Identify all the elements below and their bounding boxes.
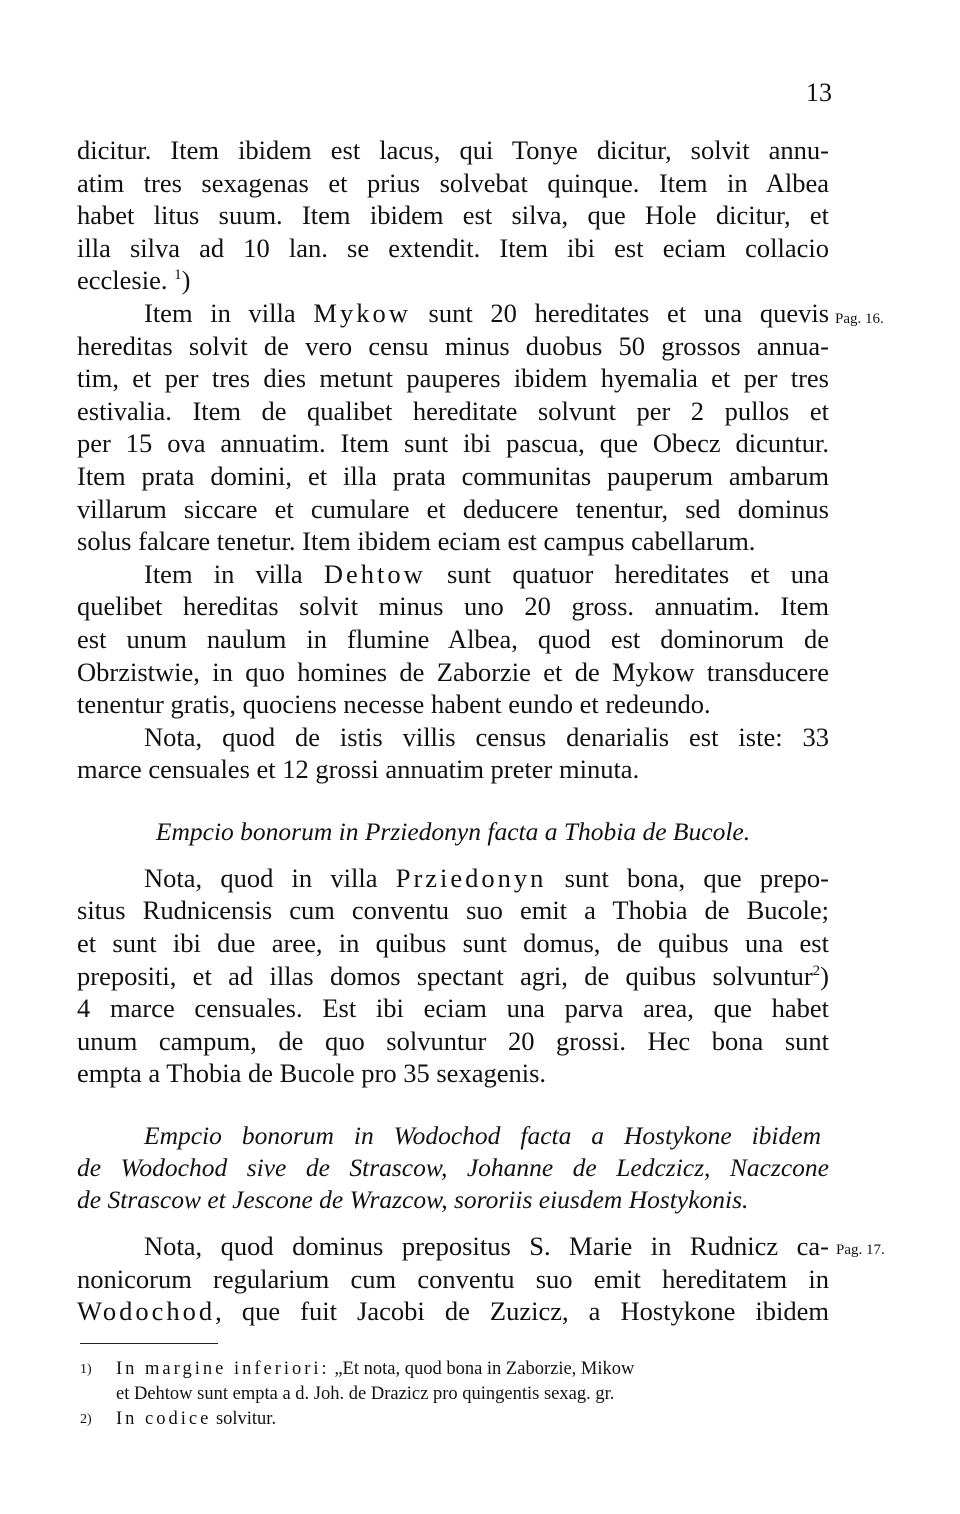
footnote-mark: 1) xyxy=(80,1362,92,1377)
paragraph-5 xyxy=(77,862,829,1090)
text-span: , que fuit Jacobi de Zuzicz, a Hostykone ibidem xyxy=(215,1296,829,1327)
text-span: ) xyxy=(820,960,829,991)
heading-line: Empcio bonorum in Wodochod facta a Hostykone ibidem xyxy=(144,1121,821,1151)
text-line: atim tres sexagenas et prius solvebat quinque. Item in Albea xyxy=(77,167,829,198)
footnote-ref-2: 2 xyxy=(812,962,821,979)
heading-line: de Strascow et Jescone de Wrazcow, sororiis eiusdem Hostykonis. xyxy=(77,1185,749,1215)
text-line: situs Rudnicensis cum conventu suo emit a Thobia de Bucole; xyxy=(77,895,829,926)
margin-note-pag17: Pag. 17. xyxy=(836,1242,885,1258)
footnotes xyxy=(80,1357,830,1432)
text-line: habet litus suum. Item ibidem est silva, que Hole dicitur, et xyxy=(77,200,829,231)
paragraph-2 xyxy=(77,297,829,558)
text-line xyxy=(77,297,829,330)
text-line: unum campum, de quo solvuntur 20 grossi. Hec bona sunt xyxy=(77,1025,829,1056)
footnote-spaced-text: In margine inferiori: xyxy=(116,1359,330,1379)
text-line: 4 marce censuales. Est ibi eciam una parva area, que habet xyxy=(77,993,829,1024)
text-line: dicitur. Item ibidem est lacus, qui Tonye dicitur, solvit annu- xyxy=(77,135,829,165)
text-line: estivalia. Item de qualibet hereditate solvunt per 2 pullos et xyxy=(77,395,829,426)
text-span: ) xyxy=(181,265,191,296)
text-span: Item in villa xyxy=(144,558,303,589)
text-line: villarum siccare et cumulare et deducere tenentur, sed dominus xyxy=(77,493,829,524)
footnote-text: solvitur. xyxy=(215,1409,277,1429)
text-span: ecclesie. xyxy=(77,265,168,296)
footnote-spaced-text: In codice xyxy=(116,1409,212,1429)
text-line: Item prata domini, et illa prata communitas pauperum ambarum xyxy=(77,460,829,491)
text-line xyxy=(77,960,829,993)
text-line: Nota, quod de istis villis census denarialis est iste: 33 xyxy=(144,721,829,752)
text-line: illa silva ad 10 lan. se extendit. Item ibi est eciam collacio xyxy=(77,232,829,263)
footnote-1-continued: et Dehtow sunt empta a d. Joh. de Drazicz pro quingentis sexag. gr. xyxy=(116,1384,615,1404)
section-heading-prziedonyn: Empcio bonorum in Prziedonyn facta a Thobia de Bucole. xyxy=(155,816,751,846)
text-span: Nota, quod in villa xyxy=(144,862,378,893)
text-span: prepositi, et ad illas domos spectant agri, de quibus solvuntur xyxy=(77,960,813,991)
text-line: empta a Thobia de Bucole pro 35 sexagenis. xyxy=(77,1058,547,1089)
paragraph-3 xyxy=(77,558,829,721)
footnote-text: „Et nota, quod bona in Zaborzie, Mikow xyxy=(334,1359,635,1379)
text-span: sunt 20 hereditates et una quevis xyxy=(428,297,830,328)
footnote-2 xyxy=(80,1407,830,1432)
paragraph-4 xyxy=(77,721,829,786)
paragraph-1 xyxy=(77,134,829,297)
text-line: tim, et per tres dies metunt pauperes ibidem hyemalia et per tres xyxy=(77,363,829,394)
text-line: solus falcare tenetur. Item ibidem eciam est campus cabellarum. xyxy=(77,526,756,557)
text-line xyxy=(77,264,829,297)
section-heading-wodochod xyxy=(77,1120,829,1216)
text-line: marce censuales et 12 grossi annuatim preter minuta. xyxy=(77,754,640,785)
body-text xyxy=(77,134,829,1328)
page-number: 13 xyxy=(806,78,832,107)
text-line xyxy=(77,862,829,895)
place-name-mykow: Mykow xyxy=(313,297,411,328)
footnote-ref-1: 1 xyxy=(174,267,182,284)
text-line: et sunt ibi due aree, in quibus sunt domus, de quibus una est xyxy=(77,928,829,959)
paragraph-6 xyxy=(77,1230,829,1328)
footnote-divider xyxy=(80,1343,218,1344)
text-span: sunt bona, que prepo- xyxy=(564,862,829,893)
text-line: tenentur gratis, quociens necesse habent eundo et redeundo. xyxy=(77,689,711,720)
place-name-dehtow: Dehtow xyxy=(323,558,426,589)
text-line: quelibet hereditas solvit minus uno 20 gross. annuatim. Item xyxy=(77,591,829,622)
place-name-wodochod: Wodochod xyxy=(77,1296,216,1327)
text-line: est unum naulum in flumine Albea, quod est dominorum de xyxy=(77,623,829,654)
text-line: hereditas solvit de vero censu minus duobus 50 grossos annua- xyxy=(77,330,829,361)
text-span: Item in villa xyxy=(144,297,296,328)
footnote-mark: 2) xyxy=(80,1412,92,1427)
margin-note-pag16: Pag. 16. xyxy=(835,311,884,327)
heading-line: de Wodochod sive de Strascow, Johanne de Ledczicz, Naczcone xyxy=(77,1153,829,1183)
text-span: sunt quatuor hereditates et una xyxy=(446,558,830,589)
text-line: per 15 ova annuatim. Item sunt ibi pascua, que Obecz dicuntur. xyxy=(77,428,829,459)
text-line xyxy=(77,558,829,591)
text-line: Nota, quod dominus prepositus S. Marie in Rudnicz ca- xyxy=(144,1231,829,1262)
place-name-prziedonyn: Prziedonyn xyxy=(395,862,547,893)
footnote-1 xyxy=(80,1357,830,1382)
text-line xyxy=(77,1295,829,1328)
text-line: nonicorum regularium cum conventu suo emit hereditatem in xyxy=(77,1263,829,1294)
text-line: Obrzistwie, in quo homines de Zaborzie et de Mykow transducere xyxy=(77,656,829,687)
